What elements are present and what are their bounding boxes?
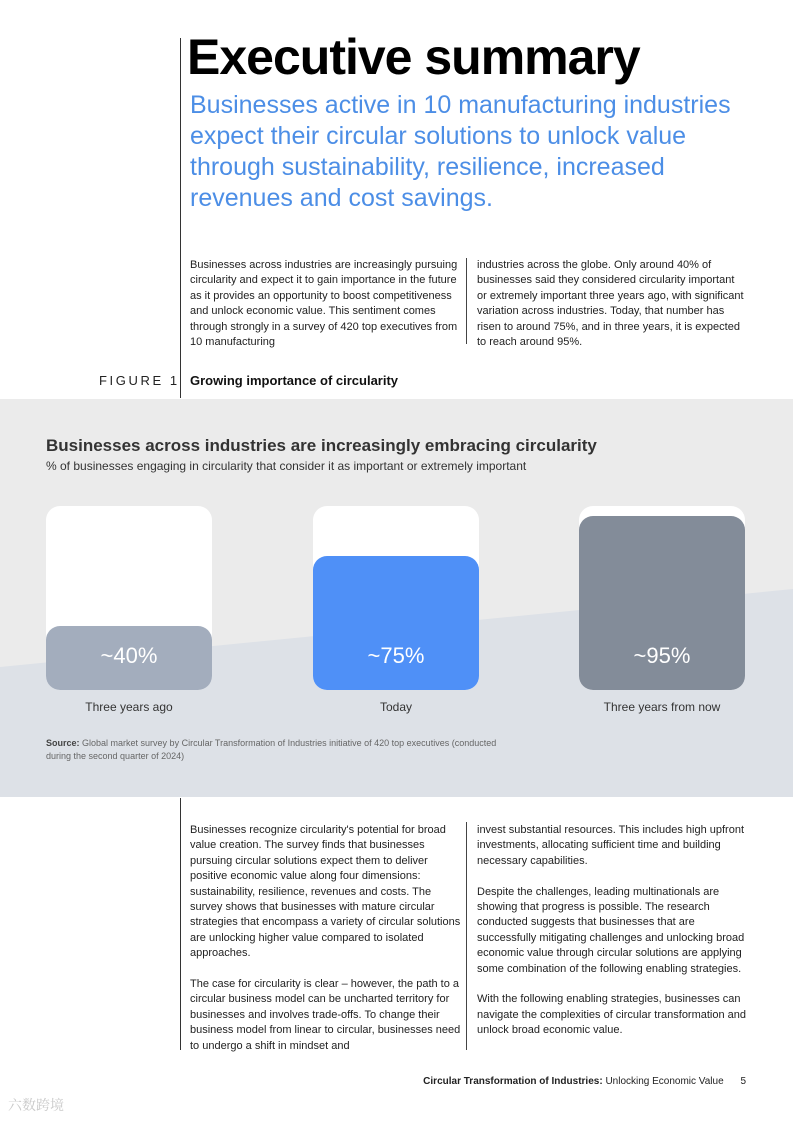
intro-paragraph-right: industries across the globe. Only around 40% of businesses said they considered circularity important or extremely important three years ago, with significant variation across industries. Today, that number has risen to around 75%, and in three years, it is expected to reach around 95%. bbox=[477, 259, 744, 349]
intro-column-left bbox=[190, 258, 462, 350]
bar-value-label: ~95% bbox=[633, 643, 691, 668]
source-label: Source: bbox=[46, 738, 80, 748]
chart-subtitle: % of businesses engaging in circularity that consider it as important or extremely important bbox=[46, 459, 527, 473]
footer-report-title: Circular Transformation of Industries: bbox=[423, 1076, 603, 1087]
column-divider-bottom bbox=[466, 822, 467, 1050]
body-column-right bbox=[477, 823, 747, 1039]
figure-title: Growing importance of circularity bbox=[190, 373, 399, 388]
page-footer bbox=[423, 1076, 746, 1087]
watermark-logo: 六数跨境 bbox=[8, 1097, 64, 1113]
margin-rule-bottom bbox=[180, 798, 181, 1050]
page-number: 5 bbox=[740, 1076, 746, 1087]
body-paragraph: Businesses recognize circularity's potential for broad value creation. The survey finds that businesses pursuing circular solutions expect them to deliver positive economic value along four dimensions: sustainability, resilience, revenues and costs. The survey shows that businesses with mature circular strategies that encompass a variety of circular solutions are unlocking higher value compared to isolated approaches. bbox=[190, 824, 461, 960]
margin-rule-top bbox=[180, 38, 181, 398]
figure-panel bbox=[0, 399, 793, 797]
body-paragraph: invest substantial resources. This includes high upfront investments, allocating sufficient time and building necessary capabilities. bbox=[477, 824, 744, 867]
intro-paragraph-left: Businesses across industries are increasingly pursuing circularity and expect it to gain importance in the future as it provides an opportunity to boost competitiveness and unlock economic value. This sentiment comes through strongly in a survey of 420 top executives from 10 manufacturing bbox=[190, 259, 458, 349]
bar bbox=[313, 556, 479, 690]
intro-column-right bbox=[477, 258, 747, 350]
bar-card bbox=[579, 506, 745, 690]
bar-value-label: ~75% bbox=[367, 643, 425, 668]
body-paragraph: The case for circularity is clear – however, the path to a circular business model can be uncharted territory for businesses and involves trade-offs. To change their business model from linear to circular, businesses need to undergo a shift in mindset and bbox=[190, 978, 461, 1052]
chart-title: Businesses across industries are increasingly embracing circularity bbox=[46, 436, 597, 455]
footer-report-subtitle: Unlocking Economic Value bbox=[605, 1076, 724, 1087]
category-label: Three years ago bbox=[85, 700, 173, 714]
source-text: Global market survey by Circular Transformation of Industries initiative of 420 top executives (conducted during the second quarter of 2024) bbox=[46, 738, 497, 761]
body-column-left bbox=[190, 823, 462, 1054]
chart-source bbox=[46, 737, 506, 763]
page-title: Executive summary bbox=[187, 29, 640, 85]
bar-card bbox=[46, 506, 212, 690]
category-label: Today bbox=[379, 700, 413, 714]
figure-label: FIGURE 1 bbox=[99, 373, 180, 388]
bar-value-label: ~40% bbox=[100, 643, 158, 668]
page-subtitle: Businesses active in 10 manufacturing industries expect their circular solutions to unlock value through sustainability, resilience, increased revenues and cost savings. bbox=[190, 91, 731, 212]
column-divider-top bbox=[466, 258, 467, 344]
bar-card bbox=[313, 506, 479, 690]
category-label: Three years from now bbox=[603, 700, 721, 714]
body-paragraph: Despite the challenges, leading multinationals are showing that progress is possible. The research conducted suggests that businesses that are successfully mitigating challenges and unlocking broad economic value through circular solutions are applying some combination of the following enabling strategies. bbox=[477, 885, 745, 975]
body-paragraph: With the following enabling strategies, businesses can navigate the complexities of circular transformation and unlock broad economic value. bbox=[477, 993, 747, 1037]
